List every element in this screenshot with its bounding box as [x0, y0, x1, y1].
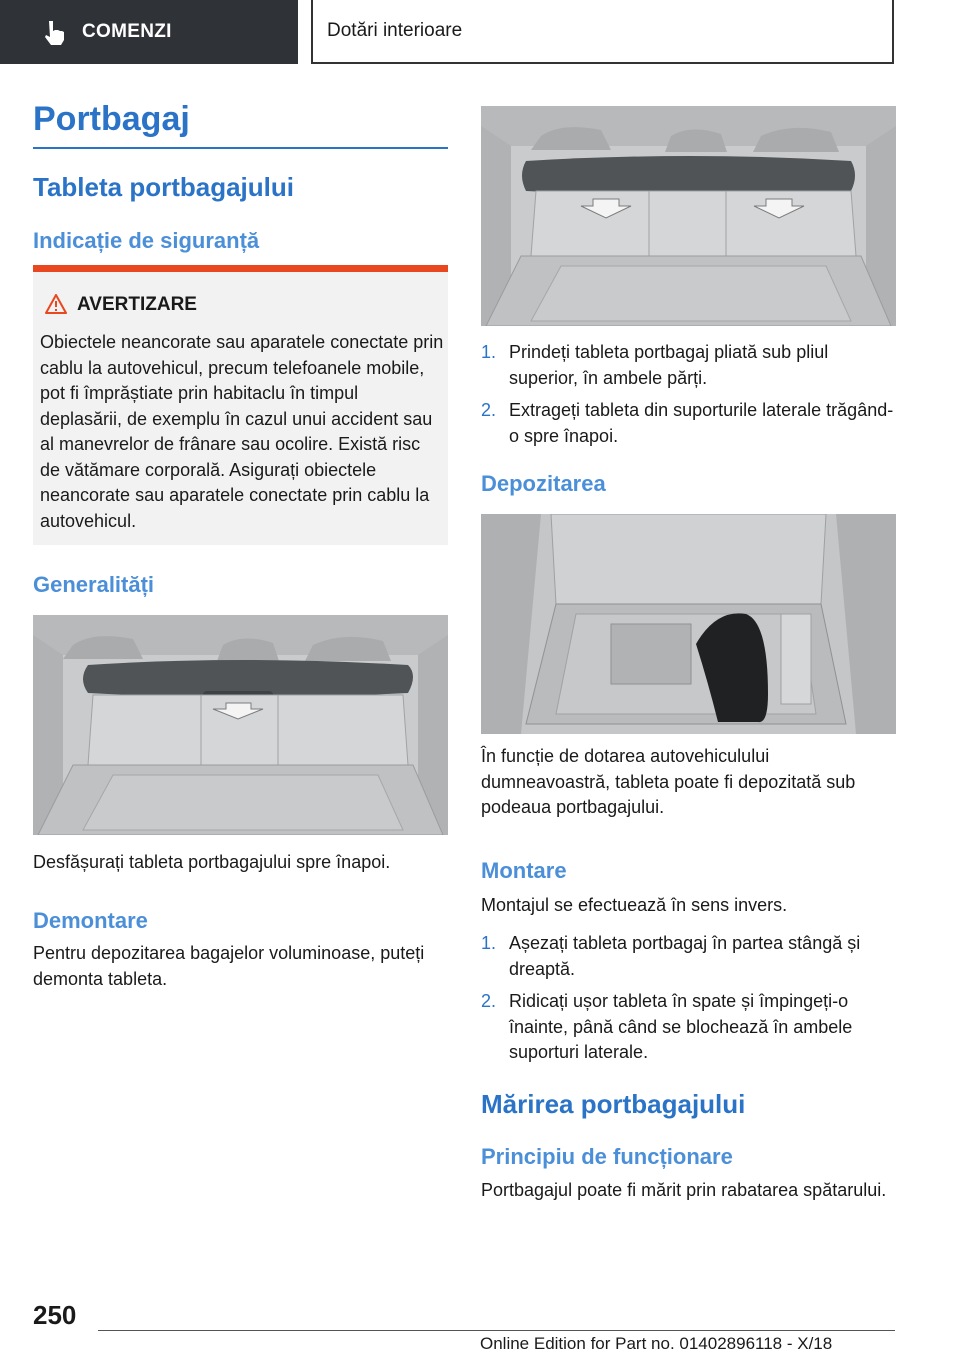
- removal-heading: Demontare: [33, 908, 148, 933]
- mounting-steps: [481, 931, 896, 1073]
- list-item: [481, 340, 896, 391]
- trunk-cover-folded-image: [481, 106, 896, 326]
- step-number: 2.: [481, 400, 497, 420]
- edition-text: Online Edition for Part no. 01402896118 - X/18: [480, 1334, 833, 1353]
- storage-text: În funcție de dotarea autovehiculului dumneavoastră, tableta poate fi depozitată sub podeaua portbagajului.: [481, 746, 856, 817]
- removal-text: Pentru depozitarea bagajelor voluminoase, puteți demonta tableta.: [33, 943, 425, 989]
- title-rule: [33, 147, 448, 149]
- step-text: Așezați tableta portbagaj în partea stângă și dreaptă.: [509, 933, 861, 979]
- step-text: Extrageți tableta din suporturile laterale trăgând-o spre înapoi.: [509, 400, 894, 446]
- general-text: Desfășurați tableta portbagajului spre înapoi.: [33, 852, 391, 872]
- step-text: Prindeți tableta portbagaj pliată sub pliul superior, în ambele părți.: [509, 342, 829, 388]
- mounting-text: Montajul se efectuează în sens invers.: [481, 895, 788, 915]
- warning-text: Obiectele neancorate sau aparatele conectate prin cablu la autovehicul, precum telefoanele mobile, pot fi împrăștiate prin habitaclu în timpul deplasării, de exemplu în cazul unui accident sau al manevrelor de frânare sau ocolire. Există risc de vătămare corporală. Asigurați obiectele neancorate sau aparatele conectate prin cablu la autovehicul.: [40, 332, 444, 531]
- warning-title: AVERTIZARE: [77, 294, 197, 315]
- general-heading: Generalități: [33, 572, 155, 597]
- list-item: [481, 989, 896, 1066]
- warning-box: [33, 265, 448, 545]
- step-number: 1.: [481, 342, 497, 362]
- chapter-tab[interactable]: [311, 0, 894, 64]
- page-header: [0, 0, 960, 66]
- footer-rule: [98, 1330, 895, 1331]
- safety-heading: Indicație de siguranță: [33, 228, 260, 253]
- step-text: Ridicați ușor tableta în spate și împingeți-o înainte, până când se blochează în ambele suporturi laterale.: [509, 991, 853, 1062]
- page-number: 250: [33, 1300, 77, 1330]
- trunk-cover-extended-image: [33, 615, 448, 835]
- section-tab[interactable]: [0, 0, 298, 64]
- step-number: 2.: [481, 991, 497, 1011]
- principle-text: Portbagajul poate fi mărit prin rabatarea spătarului.: [481, 1180, 887, 1200]
- storage-heading: Depozitarea: [481, 471, 606, 496]
- removal-steps: [481, 340, 896, 456]
- mounting-heading: Montare: [481, 858, 567, 883]
- enlarge-heading: Mărirea portbagajului: [481, 1089, 746, 1119]
- page-title: Portbagaj: [33, 100, 190, 138]
- list-item: [481, 398, 896, 449]
- section-label: COMENZI: [82, 21, 172, 42]
- step-number: 1.: [481, 933, 497, 953]
- trunk-cover-stored-image: [481, 514, 896, 734]
- warning-triangle-icon: [45, 294, 67, 314]
- principle-heading: Principiu de funcționare: [481, 1144, 733, 1169]
- subtitle: Tableta portbagajului: [33, 172, 294, 202]
- chapter-label: Dotări interioare: [327, 20, 463, 41]
- list-item: [481, 931, 896, 982]
- hand-pointer-icon: [38, 17, 68, 47]
